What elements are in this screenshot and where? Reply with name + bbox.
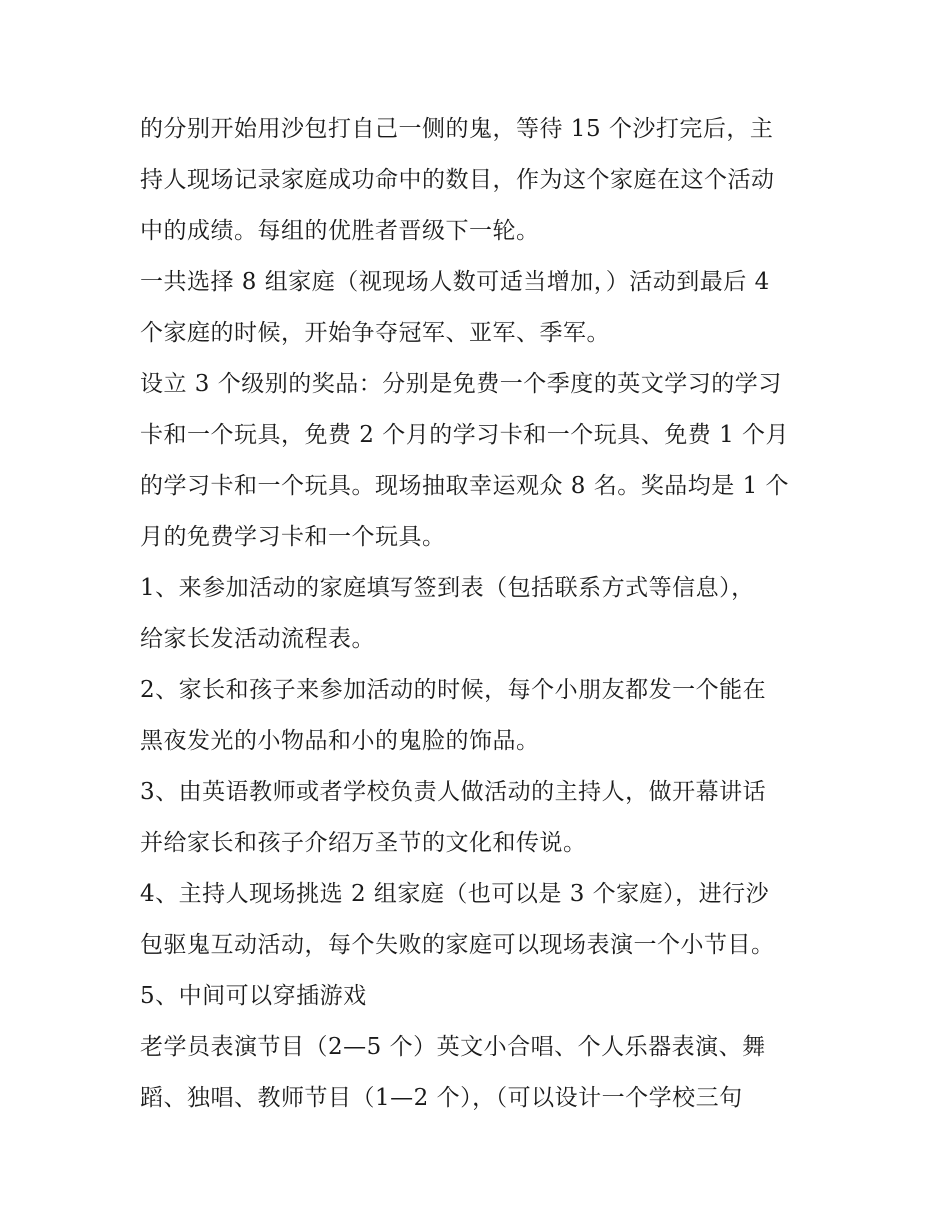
text-line: 给家长发活动流程表。 — [140, 626, 375, 652]
text-line: 1、来参加活动的家庭填写签到表（包括联系方式等信息）， — [140, 575, 755, 601]
text-line: 中的成绩。每组的优胜者晋级下一轮。 — [140, 218, 540, 244]
document-body — [140, 104, 820, 1124]
text-line: 包驱鬼互动活动，每个失败的家庭可以现场表演一个小节目。 — [140, 932, 775, 958]
text-line: 2、家长和孩子来参加活动的时候，每个小朋友都发一个能在 — [140, 677, 767, 703]
text-line: 的学习卡和一个玩具。现场抽取幸运观众 8 名。奖品均是 1 个 — [140, 473, 790, 499]
text-line: 设立 3 个级别的奖品：分别是免费一个季度的英文学习的学习 — [140, 371, 782, 397]
text-line: 个家庭的时候，开始争夺冠军、亚军、季军。 — [140, 320, 610, 346]
text-line: 4、主持人现场挑选 2 组家庭（也可以是 3 个家庭），进行沙 — [140, 881, 770, 907]
text-line: 卡和一个玩具，免费 2 个月的学习卡和一个玩具、免费 1 个月 — [140, 422, 790, 448]
text-line: 一共选择 8 组家庭（视现场人数可适当增加，）活动到最后 4 — [140, 269, 770, 295]
text-line: 3、由英语教师或者学校负责人做活动的主持人，做开幕讲话 — [140, 779, 767, 805]
text-line: 的分别开始用沙包打自己一侧的鬼，等待 15 个沙打完后，主 — [140, 116, 774, 142]
text-line: 5、中间可以穿插游戏 — [140, 983, 367, 1009]
text-line: 并给家长和孩子介绍万圣节的文化和传说。 — [140, 830, 587, 856]
text-line: 黑夜发光的小物品和小的鬼脸的饰品。 — [140, 728, 540, 754]
text-line: 月的免费学习卡和一个玩具。 — [140, 524, 446, 550]
text-line: 老学员表演节目（2—5 个）英文小合唱、个人乐器表演、舞 — [140, 1034, 766, 1060]
text-line: 蹈、独唱、教师节目（1—2 个），（可以设计一个学校三句 — [140, 1085, 743, 1111]
text-line: 持人现场记录家庭成功命中的数目，作为这个家庭在这个活动 — [140, 167, 775, 193]
